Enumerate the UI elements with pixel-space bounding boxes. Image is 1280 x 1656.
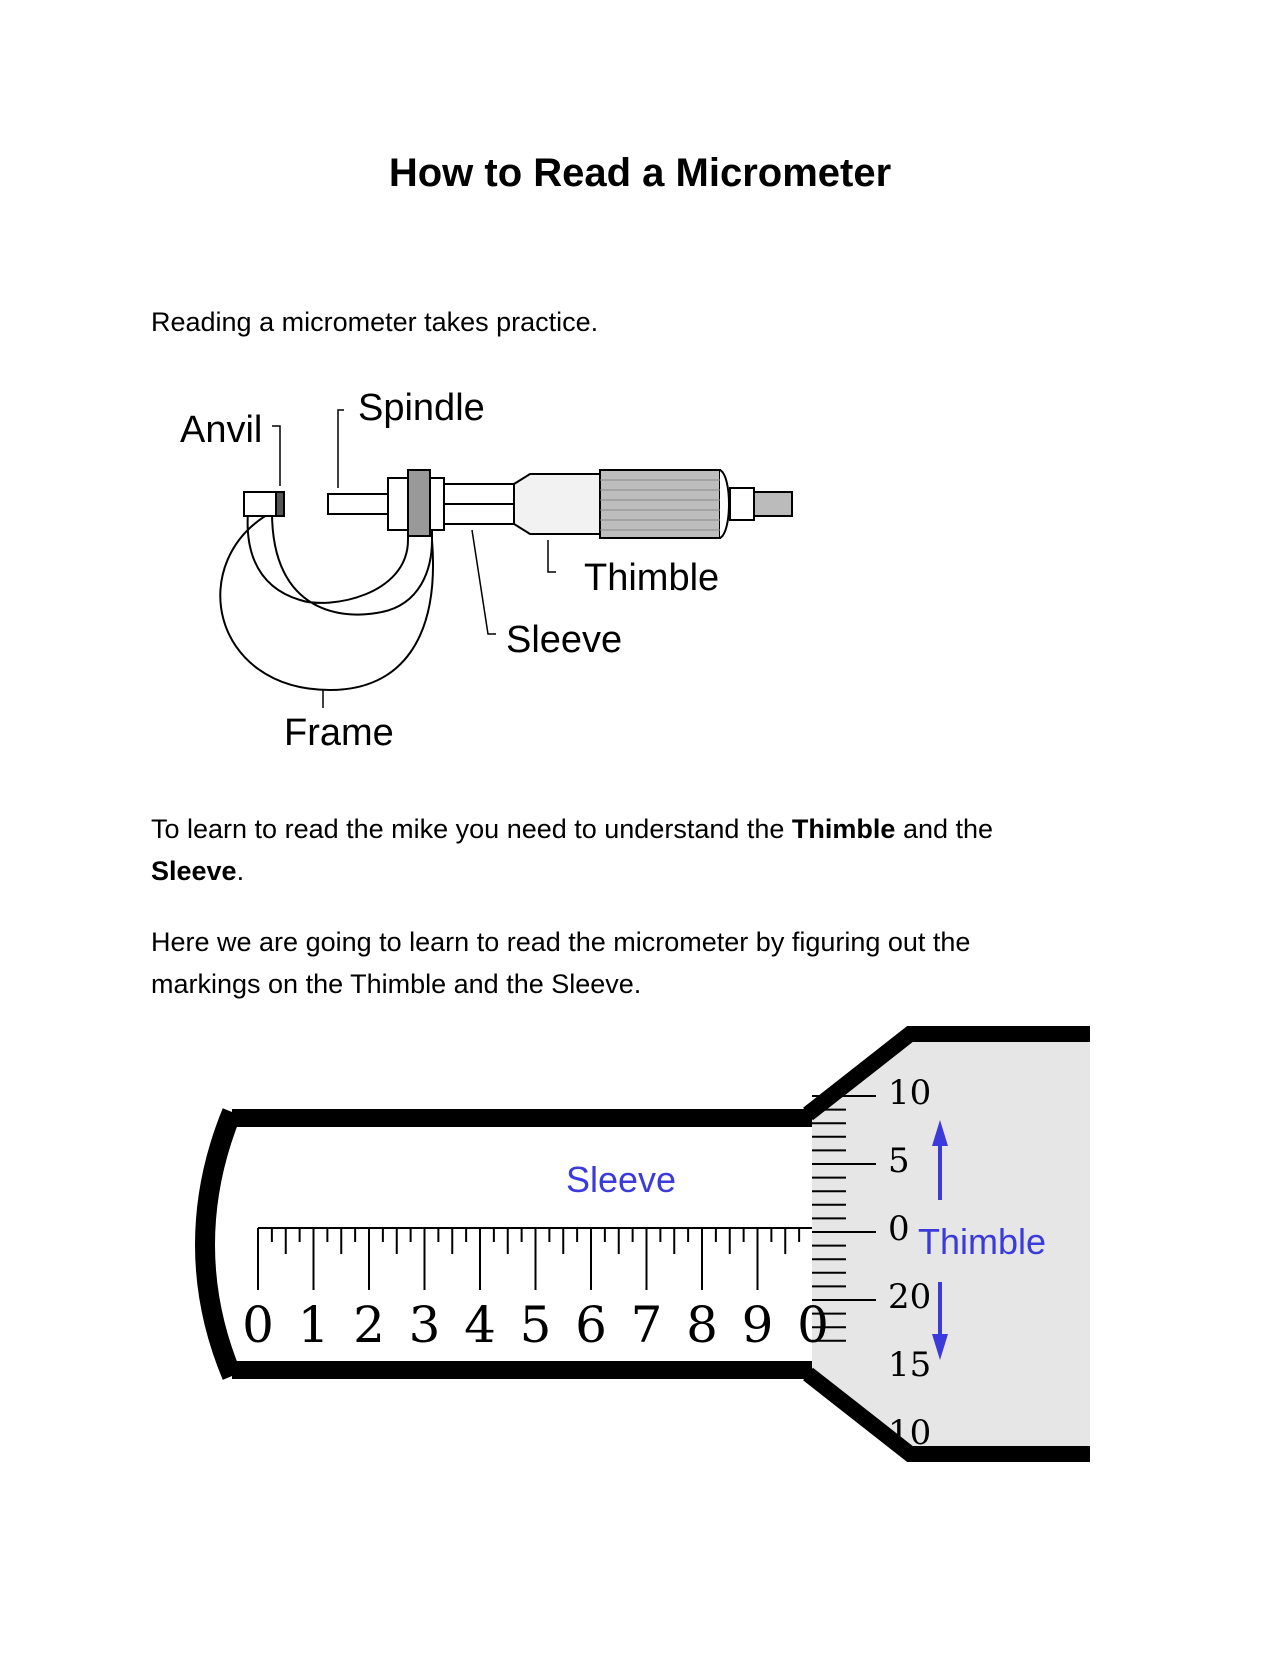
sleeve-number: 1 (297, 1296, 330, 1354)
thimble-number: 10 (888, 1073, 932, 1113)
para2-text-after: . (236, 856, 245, 886)
thimble-number: 20 (888, 1277, 932, 1317)
sleeve-number: 3 (408, 1296, 441, 1354)
spindle-label: Spindle (358, 387, 485, 429)
thimble-number: 0 (888, 1209, 910, 1249)
sleeve-number: 9 (741, 1296, 774, 1354)
sleeve-label: Sleeve (506, 619, 623, 661)
sleeve-number: 6 (575, 1296, 607, 1354)
anvil-label: Anvil (180, 409, 263, 451)
frame-label: Frame (284, 712, 394, 754)
thimble-number: 15 (888, 1345, 932, 1385)
thimble-number: 5 (888, 1141, 910, 1181)
sleeve-bold: Sleeve (151, 856, 237, 886)
sleeve-number: 7 (630, 1296, 663, 1354)
para2-text-before: To learn to read the mike you need to understand the (151, 814, 792, 844)
thimble-label: Thimble (584, 557, 720, 599)
thimble-scale-label: Thimble (918, 1221, 1047, 1262)
page-title: How to Read a Micrometer (388, 151, 892, 195)
sleeve-number: 0 (797, 1296, 829, 1354)
thimble-bold: Thimble (791, 814, 896, 844)
thimble-number: 10 (888, 1413, 932, 1453)
sleeve-number: 5 (519, 1296, 552, 1354)
sleeve-number: 8 (686, 1296, 718, 1354)
sleeve-number: 2 (353, 1296, 385, 1354)
sleeve-number: 0 (242, 1296, 274, 1354)
sleeve-number: 4 (464, 1296, 496, 1354)
para2-text-middle: and the (895, 814, 994, 844)
intro-paragraph: Reading a micrometer takes practice. (151, 307, 599, 337)
sleeve-scale-label: Sleeve (566, 1159, 677, 1200)
markings-paragraph: Here we are going to learn to read the micrometer by figuring out the markings on the Thimble and the Sleeve. (151, 927, 971, 999)
